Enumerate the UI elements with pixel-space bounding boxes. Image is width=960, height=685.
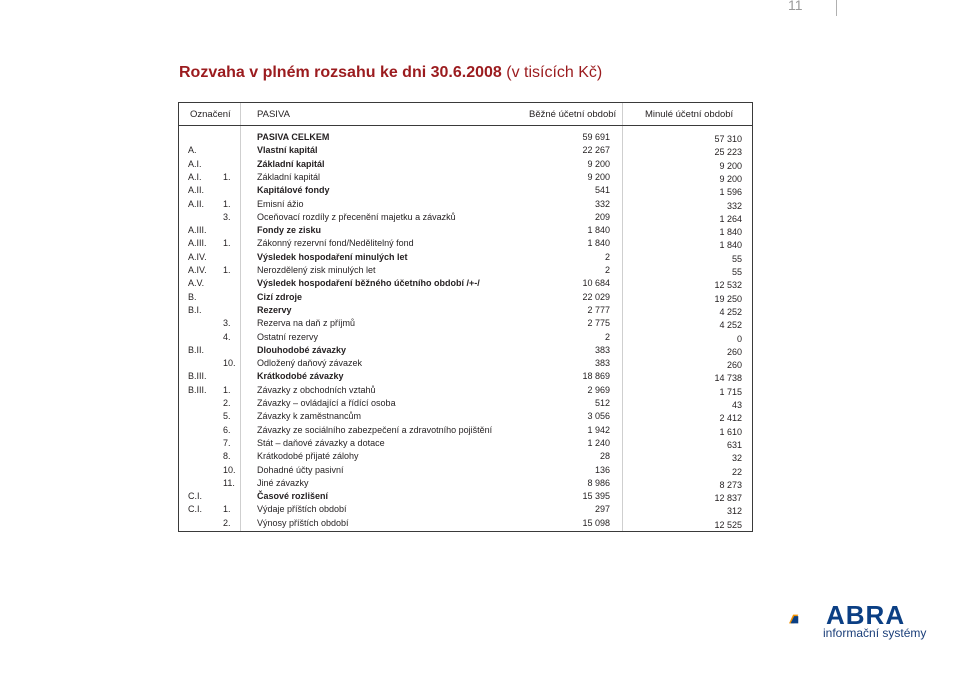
row-code: A.I. xyxy=(188,171,202,182)
row-code: C.I. xyxy=(188,504,203,515)
row-label: Emisní ážio xyxy=(257,198,304,209)
row-current-value: 383 xyxy=(594,344,610,355)
row-number: 4. xyxy=(223,331,231,342)
row-current-value: 3 056 xyxy=(587,411,610,422)
row-previous-value: 12 837 xyxy=(714,493,742,504)
row-label: Výdaje příštích období xyxy=(257,504,347,515)
row-label: PASIVA CELKEM xyxy=(257,132,330,142)
row-label: Základní kapitál xyxy=(257,171,321,182)
row-current-value: 15 098 xyxy=(582,517,610,528)
row-previous-value: 9 200 xyxy=(719,173,742,184)
row-previous-value: 0 xyxy=(736,333,742,344)
row-previous-value: 22 xyxy=(731,466,742,477)
row-previous-value: 19 250 xyxy=(714,293,742,304)
row-code: A. xyxy=(188,145,197,156)
row-label: Odložený daňový závazek xyxy=(257,358,363,369)
row-code: A.V. xyxy=(188,278,205,289)
row-label: Stát – daňové závazky a dotace xyxy=(257,437,385,448)
row-current-value: 541 xyxy=(594,185,610,196)
header-previous-period: Minulé účetní období xyxy=(645,109,734,120)
row-current-value: 59 691 xyxy=(582,132,610,142)
row-previous-value: 25 223 xyxy=(714,147,742,158)
row-previous-value: 4 252 xyxy=(719,320,742,331)
logo-brand: ABRA xyxy=(826,600,906,630)
row-code: A.III. xyxy=(188,238,207,249)
row-previous-value: 1 715 xyxy=(719,386,742,397)
row-number: 10. xyxy=(223,464,236,475)
row-previous-value: 8 273 xyxy=(719,479,742,490)
title-unit: (v tisících Kč) xyxy=(506,64,603,81)
row-number: 5. xyxy=(223,411,231,422)
row-current-value: 22 029 xyxy=(582,291,610,302)
row-number: 8. xyxy=(223,451,231,462)
row-label: Krátkodobé závazky xyxy=(257,371,344,382)
row-code: A.III. xyxy=(188,225,207,236)
row-label: Kapitálové fondy xyxy=(257,185,330,196)
row-previous-value: 14 738 xyxy=(714,373,742,384)
row-previous-value: 260 xyxy=(726,346,742,357)
row-code: A.II. xyxy=(188,198,205,209)
row-previous-value: 260 xyxy=(726,360,742,371)
column-separator xyxy=(622,103,623,531)
row-code: A.IV. xyxy=(188,251,207,262)
row-current-value: 2 969 xyxy=(587,384,610,395)
row-label: Dlouhodobé závazky xyxy=(257,344,347,355)
row-code: B.III. xyxy=(188,384,207,395)
row-previous-value: 9 200 xyxy=(719,160,742,171)
page-title xyxy=(179,64,602,82)
row-code: A.II. xyxy=(188,185,205,196)
row-number: 6. xyxy=(223,424,231,435)
row-current-value: 9 200 xyxy=(587,158,610,169)
row-label: Cizí zdroje xyxy=(257,291,303,302)
row-label: Výsledek hospodaření minulých let xyxy=(257,251,408,262)
row-current-value: 28 xyxy=(599,451,610,462)
row-label: Závazky ze sociálního zabezpečení a zdravotního pojištění xyxy=(257,424,493,435)
row-label: Fondy ze zisku xyxy=(257,225,322,236)
row-code: A.IV. xyxy=(188,265,207,275)
row-label: Závazky k zaměstnancům xyxy=(257,411,362,422)
row-number: 2. xyxy=(223,398,231,408)
row-label: Výsledek hospodaření běžného účetního období /+-/ xyxy=(257,278,480,289)
row-previous-value: 631 xyxy=(726,439,742,450)
row-number: 3. xyxy=(223,211,231,222)
row-previous-value: 32 xyxy=(731,453,742,464)
row-previous-value: 57 310 xyxy=(714,134,742,144)
balance-sheet-table xyxy=(178,102,753,532)
row-code: C.I. xyxy=(188,491,203,502)
header-current-period: Běžné účetní období xyxy=(529,109,617,120)
row-label: Jiné závazky xyxy=(257,477,309,488)
row-label: Základní kapitál xyxy=(257,158,325,169)
row-current-value: 15 395 xyxy=(582,491,610,502)
row-current-value: 9 200 xyxy=(587,171,610,182)
row-number: 10. xyxy=(223,358,236,369)
row-code: B.I. xyxy=(188,304,202,315)
row-previous-value: 1 610 xyxy=(719,426,742,437)
row-current-value: 136 xyxy=(594,464,610,475)
column-separator xyxy=(240,103,241,531)
row-current-value: 2 775 xyxy=(587,318,610,329)
page-number: 11 xyxy=(772,0,837,16)
row-current-value: 2 xyxy=(604,265,610,275)
row-code: B. xyxy=(188,291,197,302)
row-previous-value: 43 xyxy=(731,400,742,410)
row-previous-value: 1 840 xyxy=(719,227,742,238)
row-current-value: 2 777 xyxy=(587,304,610,315)
row-current-value: 2 xyxy=(604,331,610,342)
row-current-value: 10 684 xyxy=(582,278,610,289)
row-label: Krátkodobé přijaté zálohy xyxy=(257,451,359,462)
row-number: 1. xyxy=(223,504,231,515)
header-separator xyxy=(179,125,752,126)
row-label: Dohadné účty pasivní xyxy=(257,464,344,475)
row-number: 1. xyxy=(223,265,231,275)
row-current-value: 1 942 xyxy=(587,424,610,435)
row-current-value: 383 xyxy=(594,358,610,369)
row-number: 1. xyxy=(223,198,231,209)
row-code: B.III. xyxy=(188,371,207,382)
row-current-value: 1 840 xyxy=(587,238,610,249)
row-number: 11. xyxy=(223,477,235,488)
row-label: Časové rozlišení xyxy=(257,491,329,502)
row-label: Vlastní kapitál xyxy=(257,145,318,156)
row-label: Zákonný rezervní fond/Nedělitelný fond xyxy=(257,238,414,249)
row-previous-value: 55 xyxy=(731,253,742,264)
row-number: 1. xyxy=(223,238,231,249)
row-current-value: 8 986 xyxy=(587,477,610,488)
row-label: Výnosy příštích období xyxy=(257,517,349,528)
row-previous-value: 12 532 xyxy=(714,280,742,291)
row-previous-value: 1 596 xyxy=(719,187,742,198)
row-current-value: 297 xyxy=(594,504,610,515)
header-oznaceni: Označení xyxy=(190,109,231,120)
row-previous-value: 1 264 xyxy=(719,213,742,224)
row-label: Oceňovací rozdíly z přecenění majetku a závazků xyxy=(257,211,456,222)
row-label: Ostatní rezervy xyxy=(257,331,319,342)
row-previous-value: 1 840 xyxy=(719,240,742,251)
row-label: Rezervy xyxy=(257,304,292,315)
row-current-value: 2 xyxy=(604,251,610,262)
row-code: A.I. xyxy=(188,158,202,169)
row-current-value: 209 xyxy=(594,211,610,222)
row-previous-value: 55 xyxy=(731,267,742,277)
row-code: B.II. xyxy=(188,344,205,355)
row-current-value: 22 267 xyxy=(582,145,610,156)
header-pasiva: PASIVA xyxy=(257,109,290,120)
row-current-value: 1 840 xyxy=(587,225,610,236)
row-number: 2. xyxy=(223,517,231,528)
title-main: Rozvaha v plném rozsahu ke dni 30.6.2008 xyxy=(179,64,502,81)
row-label: Závazky z obchodních vztahů xyxy=(257,384,376,395)
row-number: 3. xyxy=(223,318,231,329)
row-current-value: 332 xyxy=(594,198,610,209)
row-previous-value: 4 252 xyxy=(719,306,742,317)
row-number: 1. xyxy=(223,171,231,182)
abra-logo-mark xyxy=(789,602,825,636)
logo-tagline: informační systémy xyxy=(823,626,927,640)
row-previous-value: 332 xyxy=(726,200,742,211)
row-previous-value: 312 xyxy=(726,506,742,517)
row-previous-value: 2 412 xyxy=(719,413,742,424)
row-previous-value: 12 525 xyxy=(714,519,742,530)
row-current-value: 18 869 xyxy=(582,371,610,382)
row-label: Závazky – ovládající a řídící osoba xyxy=(257,398,396,408)
row-label: Rezerva na daň z příjmů xyxy=(257,318,356,329)
row-number: 7. xyxy=(223,437,231,448)
row-number: 1. xyxy=(223,384,231,395)
row-current-value: 512 xyxy=(594,398,610,408)
row-current-value: 1 240 xyxy=(587,437,610,448)
row-label: Nerozdělený zisk minulých let xyxy=(257,265,376,275)
